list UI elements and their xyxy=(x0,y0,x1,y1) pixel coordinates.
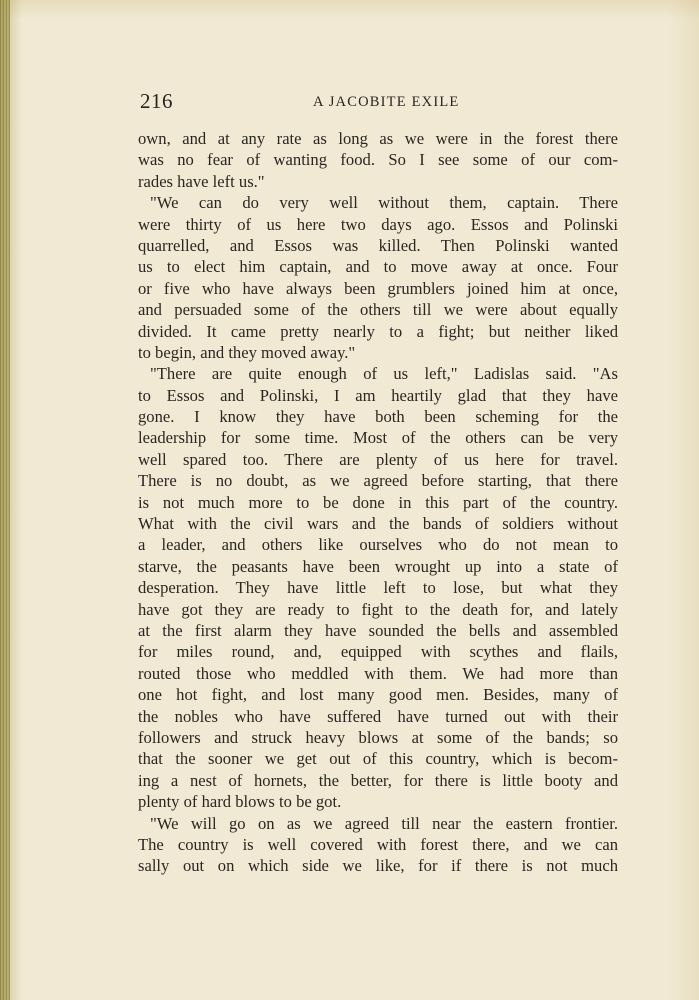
text-line: rades have left us." xyxy=(138,171,265,191)
text-line: There is no doubt, as we agreed before starting, that there xyxy=(138,471,618,491)
text-line: for miles round, and, equipped with scythes and flails, xyxy=(138,642,618,662)
text-line: gone. I know they have both been scheming for the xyxy=(138,407,618,427)
text-line: us to elect him captain, and to move away at once. Four xyxy=(138,257,618,277)
body-text xyxy=(138,128,618,877)
text-line: or five who have always been grumblers joined him at once, xyxy=(138,278,618,298)
text-line: well spared too. There are plenty of us here for travel. xyxy=(138,449,618,469)
text-line: starve, the peasants have been wrought up into a state of xyxy=(138,556,618,576)
text-line: own, and at any rate as long as we were in the forest there xyxy=(138,129,618,148)
text-line: and persuaded some of the others till we were about equally xyxy=(138,300,618,320)
page-header xyxy=(140,89,618,113)
text-line: leadership for some time. Most of the others can be very xyxy=(138,428,618,448)
text-line: What with the civil wars and the bands of soldiers without xyxy=(138,514,618,534)
text-line: to Essos and Polinski, I am heartily glad that they have xyxy=(138,385,618,405)
page-binding-edge xyxy=(0,0,10,1000)
text-line: "We will go on as we agreed till near the eastern frontier. xyxy=(150,813,618,833)
text-line: plenty of hard blows to be got. xyxy=(138,792,342,812)
text-line: followers and struck heavy blows at some of the bands; so xyxy=(138,727,618,747)
text-line: divided. It came pretty nearly to a fight; but neither liked xyxy=(138,321,618,341)
text-line: "There are quite enough of us left," Ladislas said. "As xyxy=(150,364,618,384)
text-line: desperation. They have little left to lose, but what they xyxy=(138,578,618,598)
text-line: was no fear of wanting food. So I see some of our com- xyxy=(138,150,618,170)
text-line: to begin, and they moved away." xyxy=(138,342,356,362)
text-line: The country is well covered with forest there, and we can xyxy=(138,834,618,854)
text-line: at the first alarm they have sounded the bells and assembled xyxy=(138,620,618,640)
text-line: were thirty of us here two days ago. Essos and Polinski xyxy=(138,214,618,234)
text-line: that the sooner we get out of this country, which is becom- xyxy=(138,749,618,769)
text-line: is not much more to be done in this part of the country. xyxy=(138,492,618,512)
text-line: the nobles who have suffered have turned out with their xyxy=(138,706,618,726)
text-line: a leader, and others like ourselves who do not mean to xyxy=(138,535,618,555)
text-line: sally out on which side we like, for if there is not much xyxy=(138,856,618,876)
text-line: routed those who meddled with them. We had more than xyxy=(138,663,618,683)
text-line: quarrelled, and Essos was killed. Then Polinski wanted xyxy=(138,235,618,255)
page-number: 216 xyxy=(140,89,173,113)
running-title: A JACOBITE EXILE xyxy=(313,94,460,110)
text-line: ing a nest of hornets, the better, for there is little booty and xyxy=(138,770,618,790)
text-line: "We can do very well without them, captain. There xyxy=(150,193,618,213)
text-line: have got they are ready to fight to the death for, and lately xyxy=(138,599,618,619)
text-line: one hot fight, and lost many good men. Besides, many of xyxy=(138,685,618,705)
